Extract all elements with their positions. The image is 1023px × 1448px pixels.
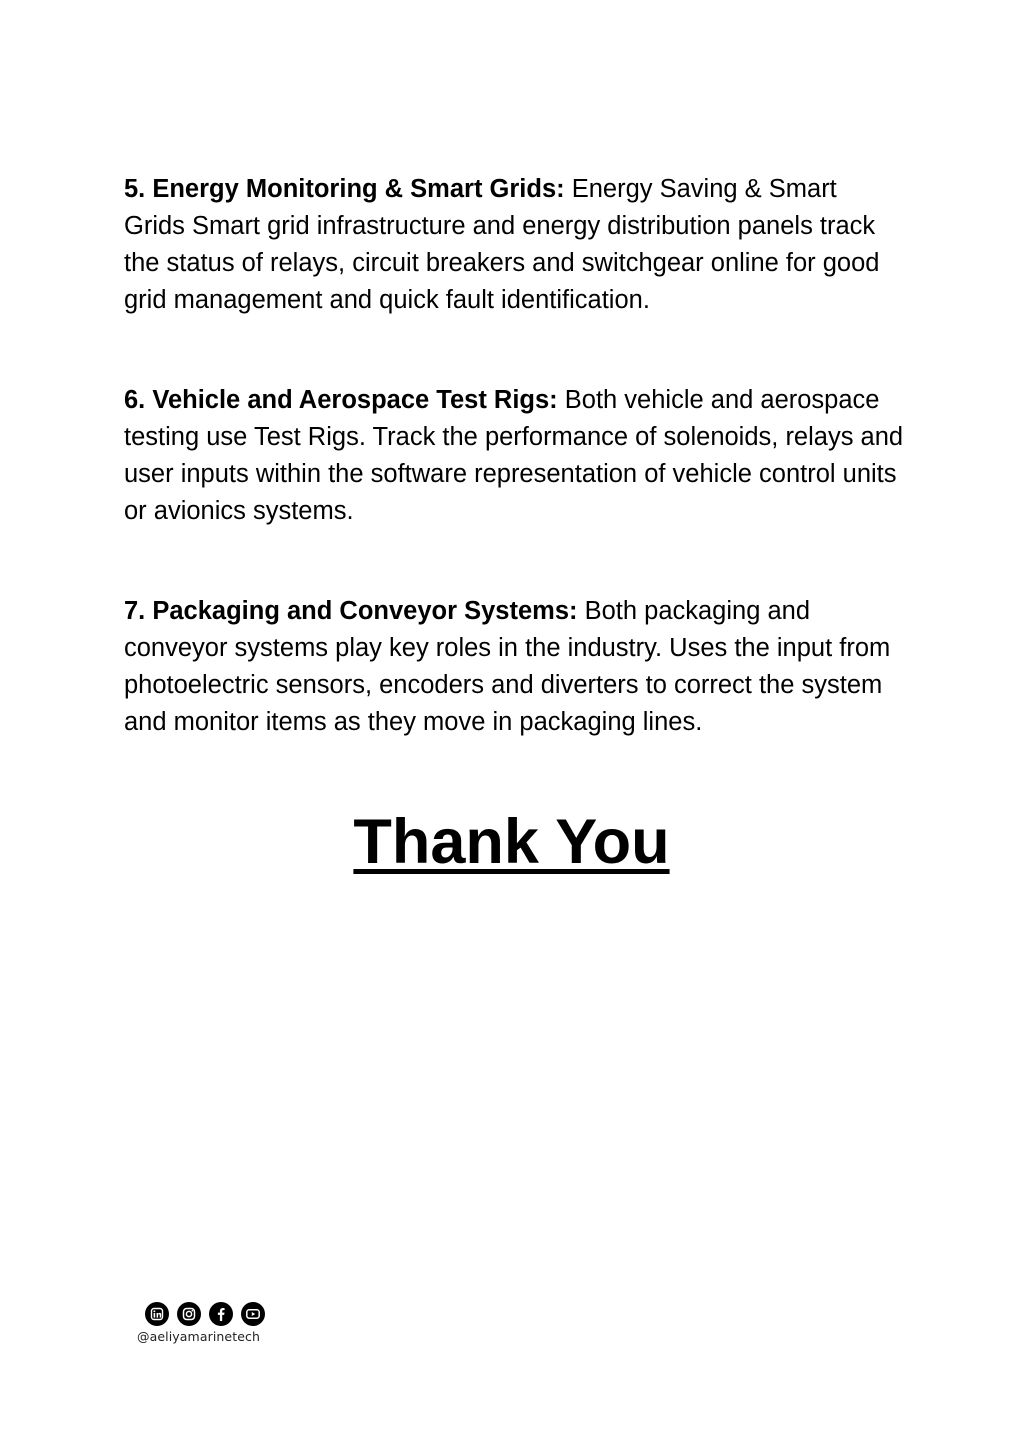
social-handle[interactable]: @aeliyamarinetech [137,1329,261,1344]
thank-you-text: Thank You [353,807,670,877]
social-footer [137,1302,277,1344]
section-energy-monitoring [124,171,904,319]
facebook-icon[interactable] [209,1302,233,1326]
thank-you-heading [0,802,1023,882]
section-packaging-conveyor [124,593,904,741]
section-heading: 5. Energy Monitoring & Smart Grids: [124,175,565,203]
linkedin-icon[interactable] [145,1302,169,1326]
section-body: Both vehicle and aerospace testing use Test Rigs. Track the performance of solenoids, relays and user inputs within the software representation of vehicle control units or avionics systems. [124,386,904,525]
instagram-icon[interactable] [177,1302,201,1326]
section-body: Energy Saving & Smart Grids Smart grid infrastructure and energy distribution panels track the status of relays, circuit breakers and switchgear online for good grid management and quick fault identification. [124,175,880,314]
section-heading: 6. Vehicle and Aerospace Test Rigs: [124,386,558,414]
youtube-icon[interactable] [241,1302,265,1326]
section-heading: 7. Packaging and Conveyor Systems: [124,597,578,625]
section-vehicle-aerospace [124,382,904,530]
social-icons [145,1302,277,1326]
section-body: Both packaging and conveyor systems play key roles in the industry. Uses the input from photoelectric sensors, encoders and diverters to correct the system and monitor items as they move in packaging lines. [124,597,891,736]
